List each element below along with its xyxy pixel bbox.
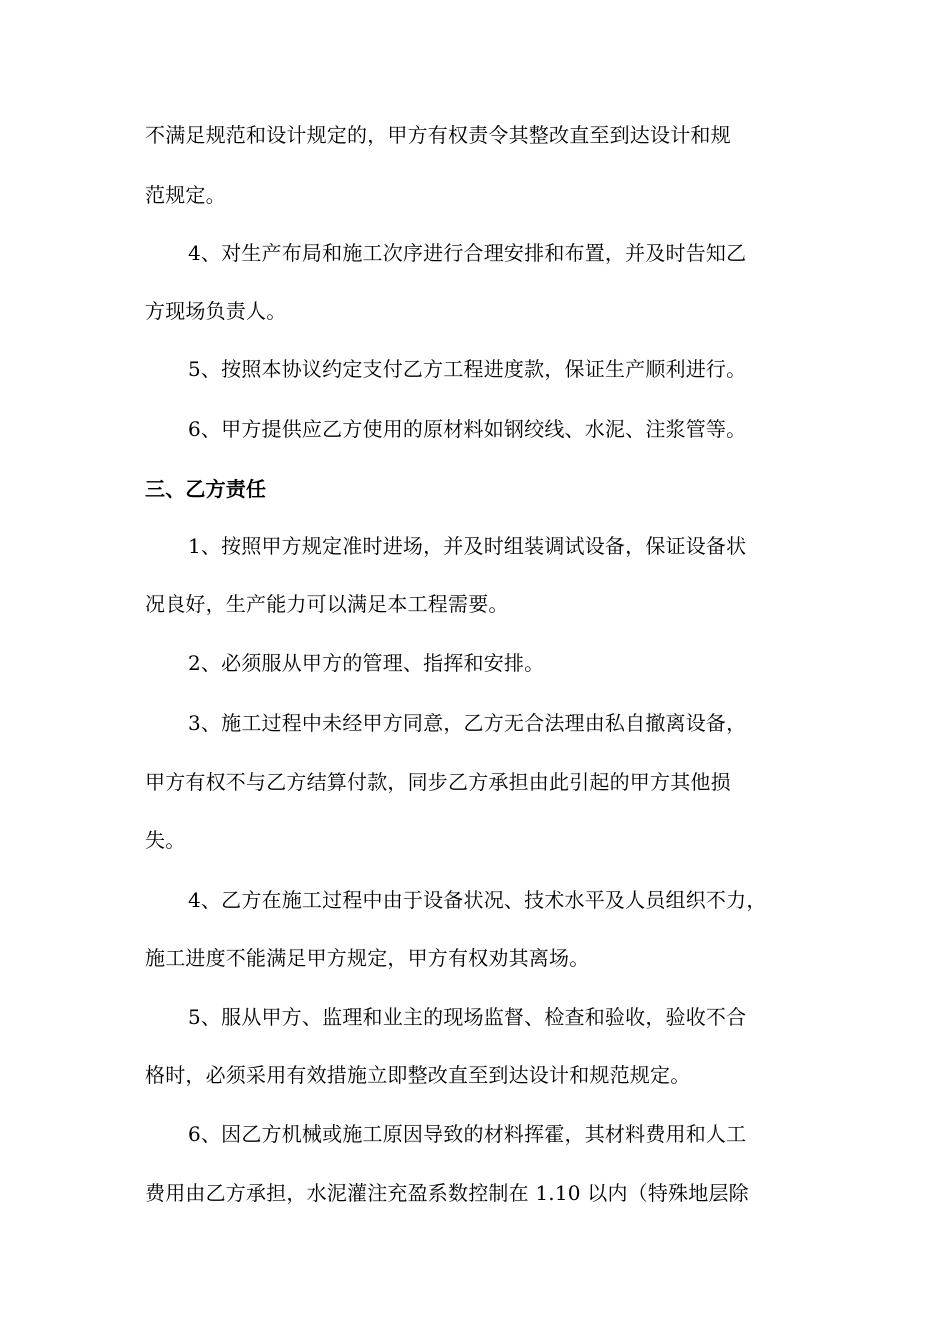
text-line: 施工进度不能满足甲方规定，甲方有权劝其离场。 [145, 946, 590, 970]
text-line: 5、服从甲方、监理和业主的现场监督、检查和验收，验收不合 [188, 1005, 747, 1029]
text-line: 4、乙方在施工过程中由于设备状况、技术水平及人员组织不力， [188, 888, 767, 912]
text-line: 范规定。 [145, 183, 226, 207]
text-line: 失。 [145, 828, 186, 852]
text-line: 3、施工过程中未经甲方同意，乙方无合法理由私自撤离设备， [188, 711, 747, 735]
text-line: 6、因乙方机械或施工原因导致的材料挥霍，其材料费用和人工 [188, 1122, 747, 1146]
text-line: 6、甲方提供应乙方使用的原材料如钢绞线、水泥、注浆管等。 [188, 417, 747, 441]
text-line: 格时，必须采用有效措施立即整改直至到达设计和规范规定。 [145, 1063, 691, 1087]
text-line: 不满足规范和设计规定的，甲方有权责令其整改直至到达设计和规 [145, 123, 731, 147]
text-line: 费用由乙方承担，水泥灌注充盈系数控制在 1.10 以内（特殊地层除 [145, 1181, 749, 1205]
text-line: 2、必须服从甲方的管理、指挥和安排。 [188, 651, 545, 675]
text-line: 4、对生产布局和施工次序进行合理安排和布置，并及时告知乙 [188, 241, 747, 265]
section-heading: 三、乙方责任 [145, 477, 267, 501]
text-line: 1、按照甲方规定准时进场，并及时组装调试设备，保证设备状 [188, 534, 747, 558]
text-line: 甲方有权不与乙方结算付款，同步乙方承担由此引起的甲方其他损 [145, 770, 731, 794]
text-line: 5、按照本协议约定支付乙方工程进度款，保证生产顺利进行。 [188, 357, 747, 381]
text-line: 况良好，生产能力可以满足本工程需要。 [145, 592, 509, 616]
text-line: 方现场负责人。 [145, 299, 287, 323]
